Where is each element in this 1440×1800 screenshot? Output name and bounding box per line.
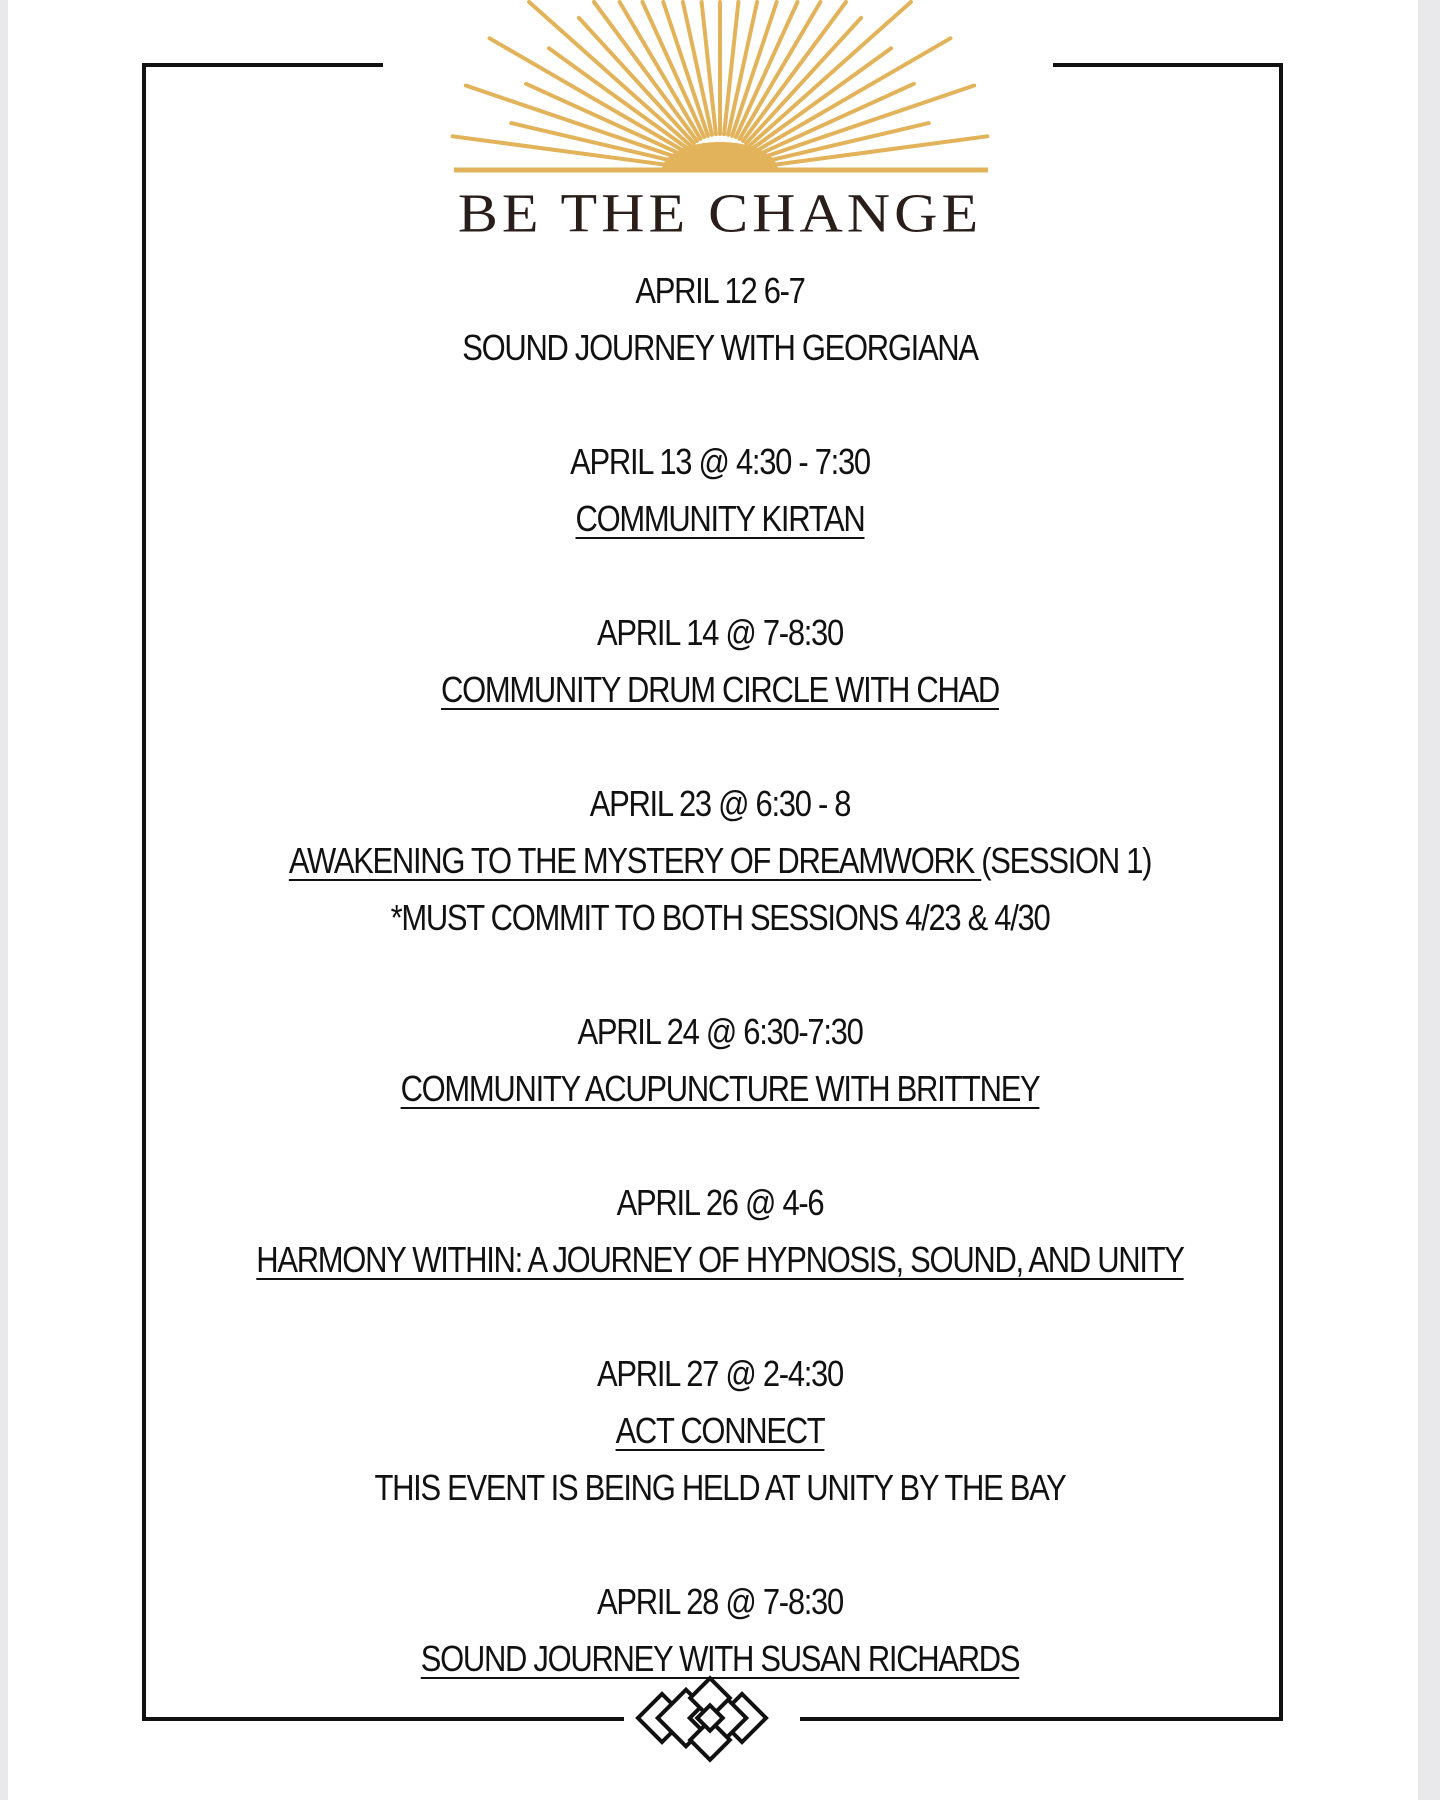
event-item: [0, 1003, 1440, 1117]
event-note: *MUST COMMIT TO BOTH SESSIONS 4/23 & 4/30: [390, 897, 1050, 938]
event-date: APRIL 24 @ 6:30-7:30: [577, 1011, 863, 1052]
event-item: [0, 1345, 1440, 1516]
event-title: [101, 1060, 1339, 1117]
event-note: THIS EVENT IS BEING HELD AT UNITY BY THE BAY: [374, 1467, 1066, 1508]
event-title-suffix: (SESSION 1): [981, 840, 1152, 881]
event-title: [101, 1630, 1339, 1687]
event-title: [101, 490, 1339, 547]
event-date: APRIL 26 @ 4-6: [616, 1182, 824, 1223]
event-date: APRIL 13 @ 4:30 - 7:30: [570, 441, 870, 482]
event-title-link[interactable]: COMMUNITY DRUM CIRCLE WITH CHAD: [440, 669, 999, 710]
event-title-link[interactable]: COMMUNITY ACUPUNCTURE WITH BRITTNEY: [400, 1068, 1040, 1109]
event-date: APRIL 28 @ 7-8:30: [597, 1581, 843, 1622]
sunburst-ray: [736, 2, 798, 137]
event-title-link[interactable]: SOUND JOURNEY WITH SUSAN RICHARDS: [420, 1638, 1020, 1679]
event-date: APRIL 14 @ 7-8:30: [597, 612, 843, 653]
sunburst-icon: [453, 2, 988, 210]
event-title: [101, 1231, 1339, 1288]
event-title: [101, 319, 1339, 376]
event-item: [0, 775, 1440, 946]
event-title-link[interactable]: AWAKENING TO THE MYSTERY OF DREAMWORK: [288, 840, 982, 881]
event-item: [0, 1174, 1440, 1288]
event-item: [0, 433, 1440, 547]
event-item: [0, 604, 1440, 718]
event-title-link[interactable]: COMMUNITY KIRTAN: [575, 498, 865, 539]
event-title: [101, 832, 1339, 889]
event-title-link[interactable]: ACT CONNECT: [615, 1410, 825, 1451]
event-title-text: SOUND JOURNEY WITH GEORGIANA: [462, 327, 978, 368]
sunburst-ray: [643, 2, 705, 137]
event-item: [0, 1573, 1440, 1687]
sunburst-ray: [453, 136, 681, 166]
event-title: [101, 661, 1339, 718]
flyer-title: BE THE CHANGE: [457, 182, 983, 244]
event-date: APRIL 27 @ 2-4:30: [597, 1353, 843, 1394]
event-title-link[interactable]: HARMONY WITHIN: A JOURNEY OF HYPNOSIS, SOUND, AND UNITY: [256, 1239, 1184, 1280]
event-list: [0, 262, 1440, 1744]
event-date: APRIL 12 6-7: [635, 270, 805, 311]
event-title: [101, 1402, 1339, 1459]
event-item: [0, 262, 1440, 376]
event-date: APRIL 23 @ 6:30 - 8: [589, 783, 851, 824]
sunburst-ray: [760, 136, 988, 166]
